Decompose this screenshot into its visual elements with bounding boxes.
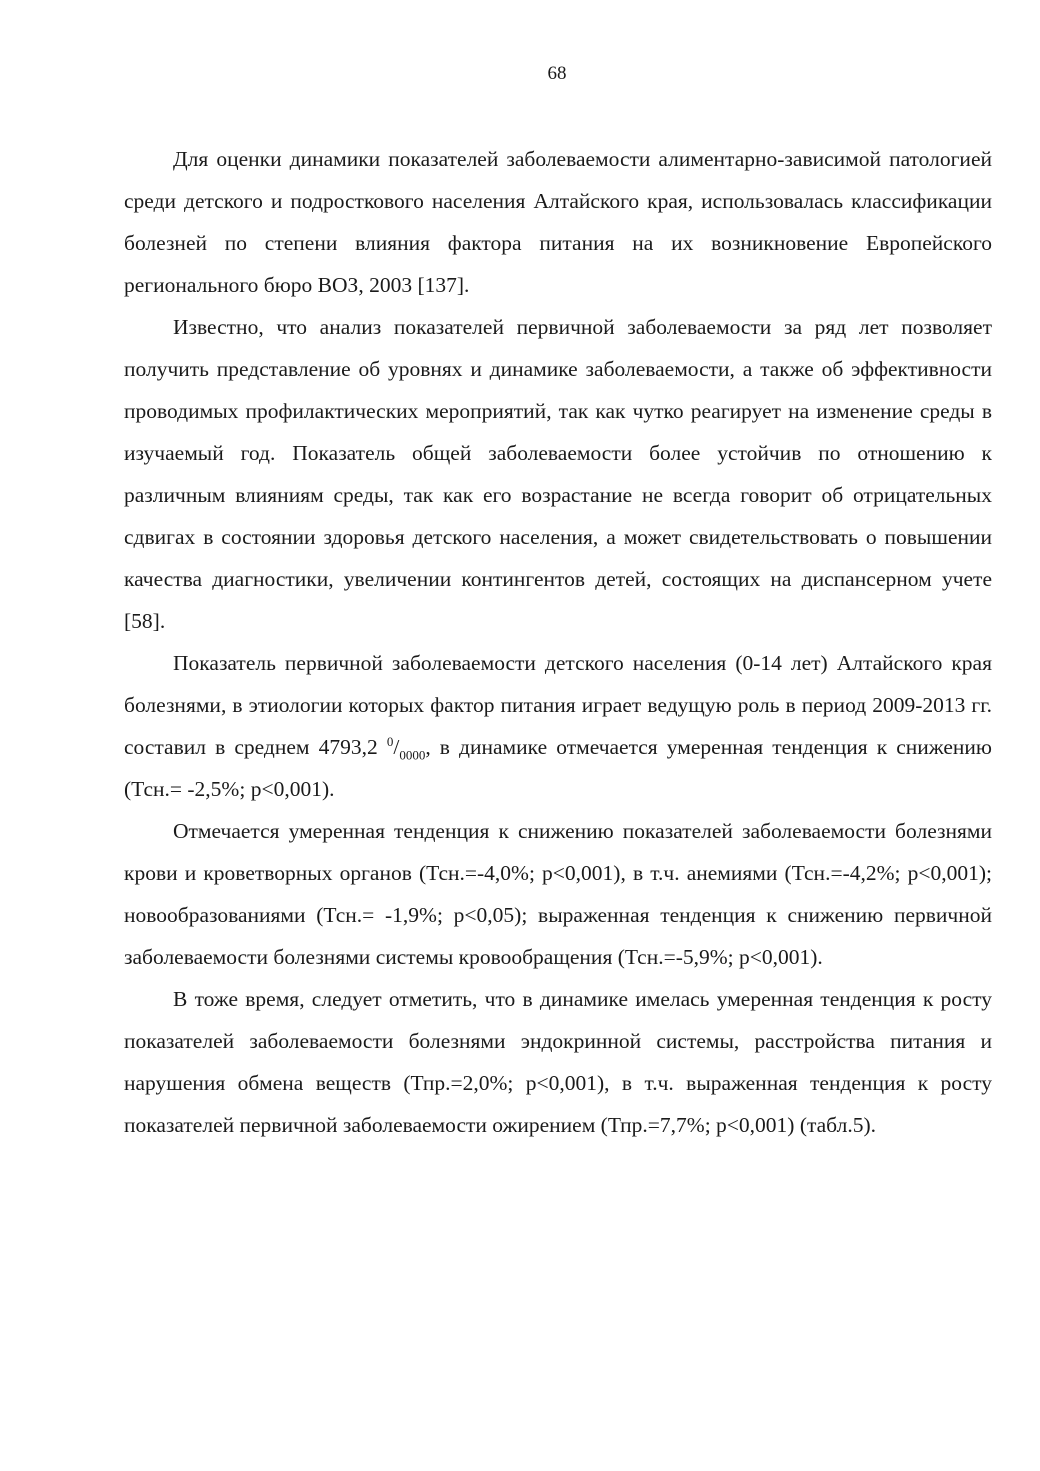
paragraph-3 — [124, 642, 992, 810]
paragraph-3-text-after: , в динамике отмечается умеренная тенденция к снижению (Тсн.= -2,5%; р<0,001). — [124, 735, 992, 801]
paragraph-1: Для оценки динамики показателей заболеваемости алиментарно-зависимой патологией среди детского и подросткового населения Алтайского края, использовалась классификации болезней по степени влияния фактора питания на их возникновение Европейского регионального бюро ВОЗ, 2003 [137]. — [124, 147, 992, 297]
paragraph-3-text-before: Показатель первичной заболеваемости детского населения (0-14 лет) Алтайского края болезнями, в этиологии которых фактор питания играет ведущую роль в период 2009-2013 гг. составил в среднем 4793,2 — [124, 651, 992, 759]
page-number: 68 — [547, 63, 567, 84]
paragraph-2: Известно, что анализ показателей первичной заболеваемости за ряд лет позволяет получить представление об уровнях и динамике заболеваемости, а также об эффективности проводимых профилактических мероприятий, так как чутко реагирует на изменение среды в изучаемый год. Показатель общей заболеваемости более устойчив по отношению к различным влияниям среды, так как его возрастание не всегда говорит об отрицательных сдвигах в состоянии здоровья детского населения, а может свидетельствовать о повышении качества диагностики, увеличении контингентов детей, состоящих на диспансерном учете [58]. — [124, 315, 992, 633]
per-ten-thousand-sup: 0 — [386, 733, 394, 749]
body-text — [124, 138, 992, 1146]
per-ten-thousand-slash: / — [393, 735, 400, 759]
paragraph-4: Отмечается умеренная тенденция к снижению показателей заболеваемости болезнями крови и кроветворных органов (Тсн.=-4,0%; р<0,001), в т.ч. анемиями (Тсн.=-4,2%; р<0,001); новообразованиями (Тсн.= -1,9%; р<0,05); выраженная тенденция к снижению первичной заболеваемости болезнями системы кровообращения (Тсн.=-5,9%; р<0,001). — [124, 819, 992, 969]
paragraph-5: В тоже время, следует отметить, что в динамике имелась умеренная тенденция к росту показателей заболеваемости болезнями эндокринной системы, расстройства питания и нарушения обмена веществ (Тпр.=2,0%; р<0,001), в т.ч. выраженная тенденция к росту показателей первичной заболеваемости ожирением (Тпр.=7,7%; р<0,001) (табл.5). — [124, 987, 992, 1137]
per-ten-thousand-sub: 0000 — [399, 747, 426, 763]
